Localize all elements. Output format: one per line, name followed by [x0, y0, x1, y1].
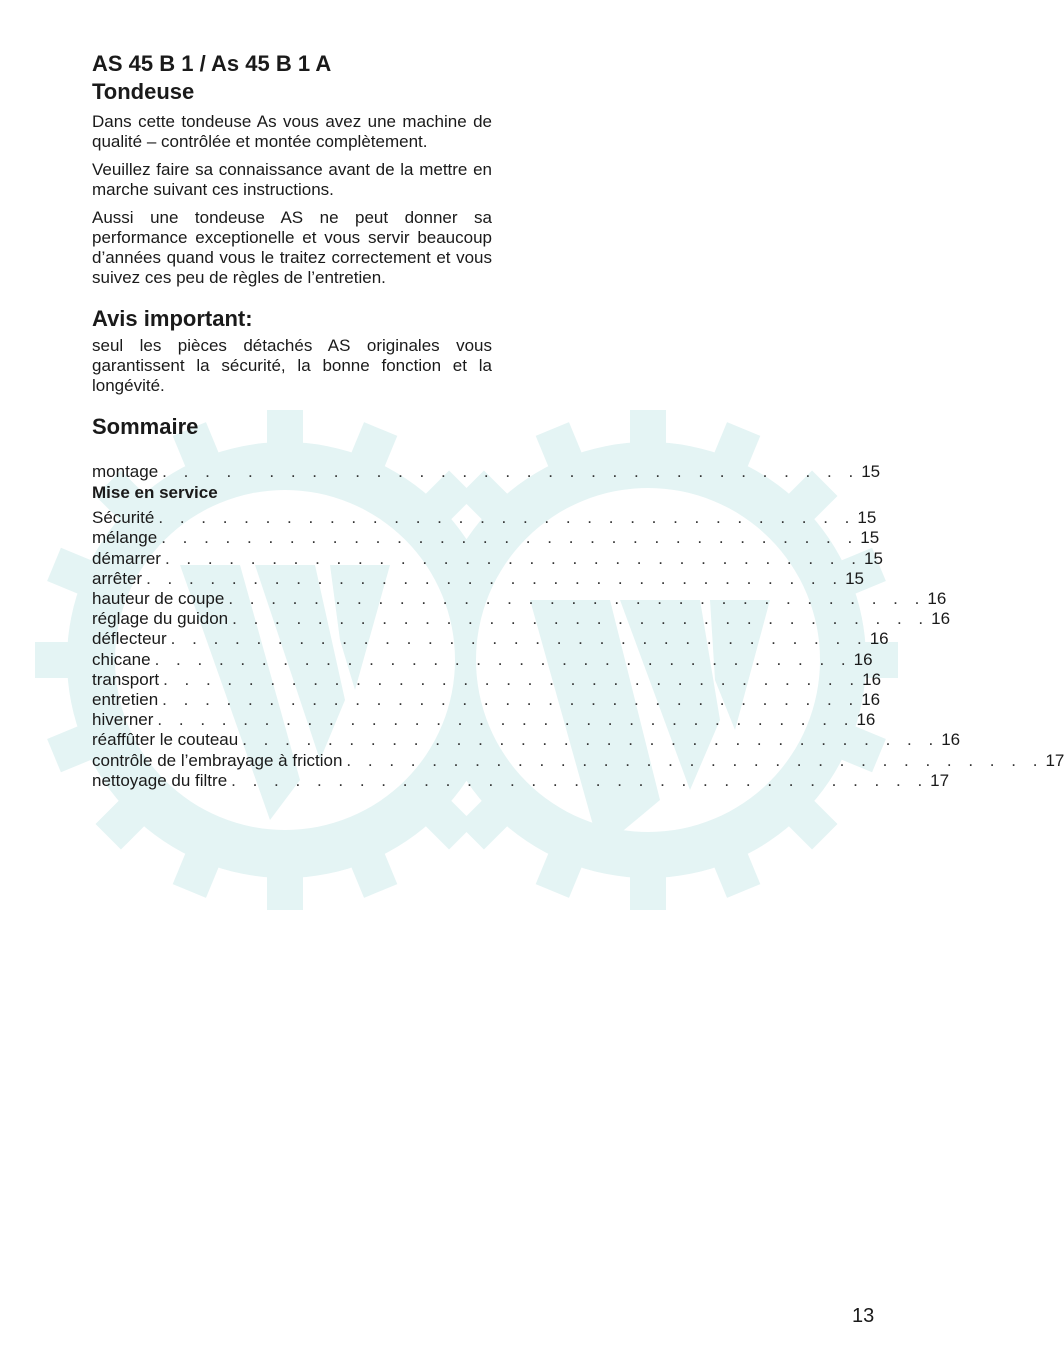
toc-page: 16 — [927, 589, 947, 609]
toc-leader: . . . . . . . . . . . . . . . . . . . . . . . . . . . . . . . . . — [164, 548, 862, 568]
toc-label: nettoyage du filtre — [92, 770, 228, 790]
toc-leader: . . . . . . . . . . . . . . . . . . . . . . . . . . . . . . . . . — [158, 508, 856, 528]
toc-label: arrêter — [92, 568, 143, 588]
toc-page: 17 — [930, 770, 950, 790]
toc-entry — [92, 649, 873, 670]
toc-group-title: Mise en service — [92, 483, 218, 503]
contents-heading: Sommaire — [92, 414, 199, 439]
toc-leader: . . . . . . . . . . . . . . . . . . . . . . . . . . . . . . . . . — [170, 629, 868, 649]
toc-items — [92, 508, 1064, 791]
gear-tooth — [630, 860, 666, 910]
toc-entry — [92, 609, 951, 629]
toc-leader: . . . . . . . . . . . . . . . . . . . . . . . . . . . . . . . . . — [161, 528, 859, 548]
toc-label: Sécurité — [92, 508, 155, 528]
toc-entry — [92, 669, 882, 690]
toc-page: 15 — [860, 528, 880, 548]
toc-leader: . . . . . . . . . . . . . . . . . . . . . . . . . . . . . . . . . — [162, 462, 860, 481]
toc-entry — [92, 548, 883, 569]
toc-page: 16 — [862, 669, 882, 689]
toc-page: 16 — [856, 710, 876, 730]
notice-heading: Avis important: — [92, 306, 253, 331]
toc-label: hiverner — [92, 710, 154, 730]
toc-entry — [92, 690, 881, 710]
toc-page: 16 — [869, 629, 889, 649]
model-title: AS 45 B 1 / As 45 B 1 A — [92, 51, 332, 76]
toc-page: 17 — [1045, 750, 1064, 770]
page-number: 13 — [852, 1305, 875, 1327]
toc-page: 15 — [863, 548, 883, 568]
toc-leader: . . . . . . . . . . . . . . . . . . . . . . . . . . . . . . . . . — [231, 770, 929, 790]
toc-leader: . . . . . . . . . . . . . . . . . . . . . . . . . . . . . . . . . — [154, 649, 852, 669]
toc-page: 16 — [853, 649, 873, 669]
toc-label: réglage du guidon — [92, 609, 229, 629]
toc-page: 16 — [941, 730, 961, 750]
toc-label: démarrer — [92, 548, 161, 568]
toc-label: mélange — [92, 528, 158, 548]
toc-label: réaffûter le couteau — [92, 730, 239, 750]
toc-leader: . . . . . . . . . . . . . . . . . . . . . . . . . . . . . . . . . — [163, 669, 861, 689]
toc-label: contrôle de l’embrayage à friction — [92, 750, 343, 770]
toc-entry — [92, 589, 947, 609]
toc-label: chicane — [92, 649, 151, 669]
toc-entry — [92, 730, 961, 750]
toc-leader: . . . . . . . . . . . . . . . . . . . . . . . . . . . . . . . . . — [162, 690, 860, 710]
toc-label: hauteur de coupe — [92, 589, 225, 609]
toc-entry — [92, 770, 950, 791]
toc-entry — [92, 528, 880, 548]
intro-paragraph-2: Veuillez faire sa connaissance avant de la mettre en marche suivant ces instructions. — [92, 160, 492, 199]
toc-label: transport — [92, 669, 160, 689]
toc-entry — [92, 568, 865, 589]
toc-label: déflecteur — [92, 629, 167, 649]
gear-tooth — [35, 642, 85, 678]
toc-page: 15 — [861, 462, 881, 481]
gear-tooth — [630, 410, 666, 460]
toc-page: 16 — [931, 609, 951, 629]
table-of-contents — [92, 462, 1064, 791]
toc-page: 15 — [845, 568, 865, 588]
toc-leader: . . . . . . . . . . . . . . . . . . . . . . . . . . . . . . . . . — [346, 750, 1044, 770]
toc-label: montage — [92, 462, 159, 481]
toc-entry — [92, 508, 877, 528]
toc-leader: . . . . . . . . . . . . . . . . . . . . . . . . . . . . . . . . . — [157, 710, 855, 730]
toc-page: 15 — [857, 508, 877, 528]
toc-entry — [92, 710, 876, 730]
notice-text: seul les pièces détachés AS originales vous garantissent la sécurité, la bonne fonction et la longévité. — [92, 336, 492, 395]
intro-paragraph-3: Aussi une tondeuse AS ne peut donner sa performance exceptionelle et vous servir beaucoup d’années quand vous le traitez correctement et vous suivez ces peu de règles de l’entretien. — [92, 208, 492, 287]
toc-leader: . . . . . . . . . . . . . . . . . . . . . . . . . . . . . . . . . — [232, 609, 930, 629]
toc-page: 16 — [861, 690, 881, 710]
gear-tooth — [267, 860, 303, 910]
toc-entry — [92, 750, 1064, 771]
page-content — [92, 50, 1064, 791]
toc-entry — [92, 629, 889, 649]
intro-paragraph-1: Dans cette tondeuse As vous avez une machine de qualité – contrôlée et montée complètement. — [92, 112, 492, 151]
toc-leader: . . . . . . . . . . . . . . . . . . . . . . . . . . . . . . . . . — [146, 568, 844, 588]
toc-entry-montage — [92, 462, 881, 482]
toc-leader: . . . . . . . . . . . . . . . . . . . . . . . . . . . . . . . . . — [242, 730, 940, 750]
toc-leader: . . . . . . . . . . . . . . . . . . . . . . . . . . . . . . . . . — [228, 589, 926, 609]
toc-label: entretien — [92, 690, 159, 710]
product-title: Tondeuse — [92, 79, 195, 104]
